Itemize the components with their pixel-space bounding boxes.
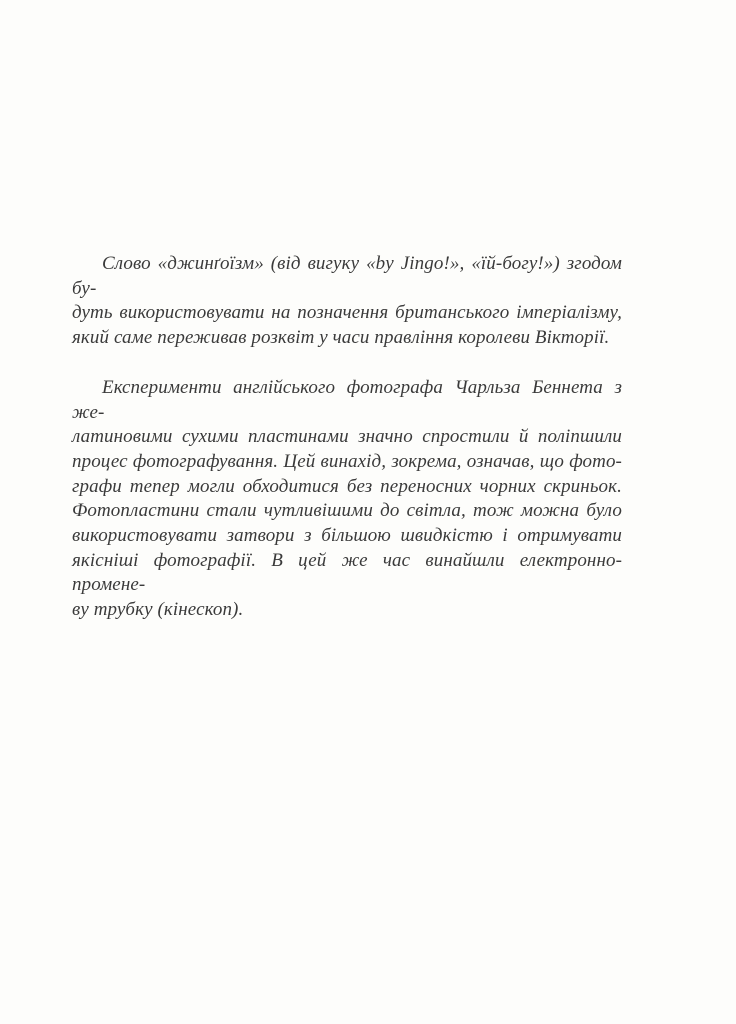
text-line: Фотопластини стали чутливішими до світла, тож можна було	[72, 500, 622, 522]
text-line: якісніші фотографії. В цей же час винайшли електронно-промене-	[72, 549, 622, 596]
text-line: ву трубку (кінескоп).	[72, 599, 244, 621]
text-line: Експерименти англійського фотографа Чарльза Беннета з же-	[72, 376, 622, 423]
paragraph-bennett-experiments	[72, 376, 622, 623]
text-line: графи тепер могли обходитися без переносних чорних скриньок.	[72, 475, 622, 497]
paragraph-jingoism	[72, 252, 622, 351]
text-line: який саме переживав розквіт у часи правління королеви Вікторії.	[72, 327, 610, 349]
text-line: використовувати затвори з більшою швидкістю і отримувати	[72, 525, 622, 547]
page-text-block	[72, 252, 622, 648]
text-line: Слово «джинґоїзм» (від вигуку «by Jingo!», «їй-богу!») згодом бу-	[72, 253, 622, 299]
text-line: дуть використовувати на позначення британського імперіалізму,	[72, 302, 622, 324]
text-line: процес фотографування. Цей винахід, зокрема, означав, що фото-	[72, 450, 622, 472]
text-line: латиновими сухими пластинами значно спростили й поліпшили	[72, 426, 622, 448]
